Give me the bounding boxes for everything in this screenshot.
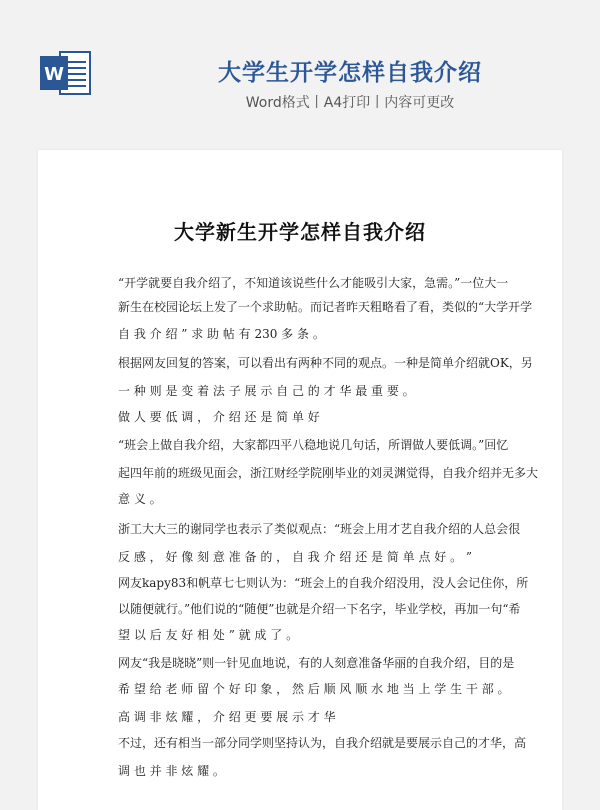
body-line: 自 我 介 绍 ” 求 助 帖 有 230 多 条 。 [118,327,325,341]
document-title: 大学新生开学怎样自我介绍 [174,220,426,244]
header-title: 大学生开学怎样自我介绍 [218,60,482,86]
body-line: 新生在校园论坛上发了一个求助帖。而记者昨天粗略看了看，类似的“大学开学 [118,300,533,314]
body-line: 高 调 非 炫 耀 ， 介 绍 更 要 展 示 才 华 [118,710,336,724]
body-line: 根据网友回复的答案，可以看出有两种不同的观点。一种是简单介绍就OK，另 [118,356,533,370]
body-line: 希 望 给 老 师 留 个 好 印 象 ， 然 后 顺 风 顺 水 地 当 上 学 生 干 部 。 [118,682,510,696]
body-line: 意 义 。 [118,492,162,506]
body-line: 起四年前的班级见面会，浙江财经学院刚毕业的刘灵渊觉得，自我介绍并无多大 [118,466,539,480]
body-line: 网友“我是晓晓”则一针见血地说，有的人刻意准备华丽的自我介绍，目的是 [118,656,515,670]
body-line: 望 以 后 友 好 相 处 ” 就 成 了 。 [118,628,299,642]
body-line: 反 感 ， 好 像 刻 意 准 备 的 ， 自 我 介 绍 还 是 简 单 点 好 。 ” [118,550,473,564]
body-line: 以随便就行。”他们说的“随便”也就是介绍一下名字，毕业学校，再加一句“希 [118,602,521,616]
body-line: “开学就要自我介绍了，不知道该说些什么才能吸引大家，急需。”一位大一 [118,276,509,290]
body-line: 做 人 要 低 调 ， 介 绍 还 是 简 单 好 [118,410,320,424]
document-page [38,150,562,810]
header-subtitle: Word格式丨A4打印丨内容可更改 [245,95,455,111]
body-line: 一 种 则 是 变 着 法 子 展 示 自 己 的 才 华 最 重 要 。 [118,384,415,398]
body-line: “班会上做自我介绍，大家都四平八稳地说几句话，所谓做人要低调。”回忆 [118,438,509,452]
word-document-icon [38,48,92,98]
body-line: 网友kapy83和帆草七七则认为：“班会上的自我介绍没用，没人会记住你，所 [118,576,529,590]
body-line: 不过，还有相当一部分同学则坚持认为，自我介绍就是要展示自己的才华，高 [118,736,527,750]
svg-text:W: W [44,64,64,85]
banner-header [0,0,600,150]
body-line: 浙工大大三的谢同学也表示了类似观点：“班会上用才艺自我介绍的人总会很 [118,522,521,536]
body-line: 调 也 并 非 炫 耀 。 [118,764,225,778]
